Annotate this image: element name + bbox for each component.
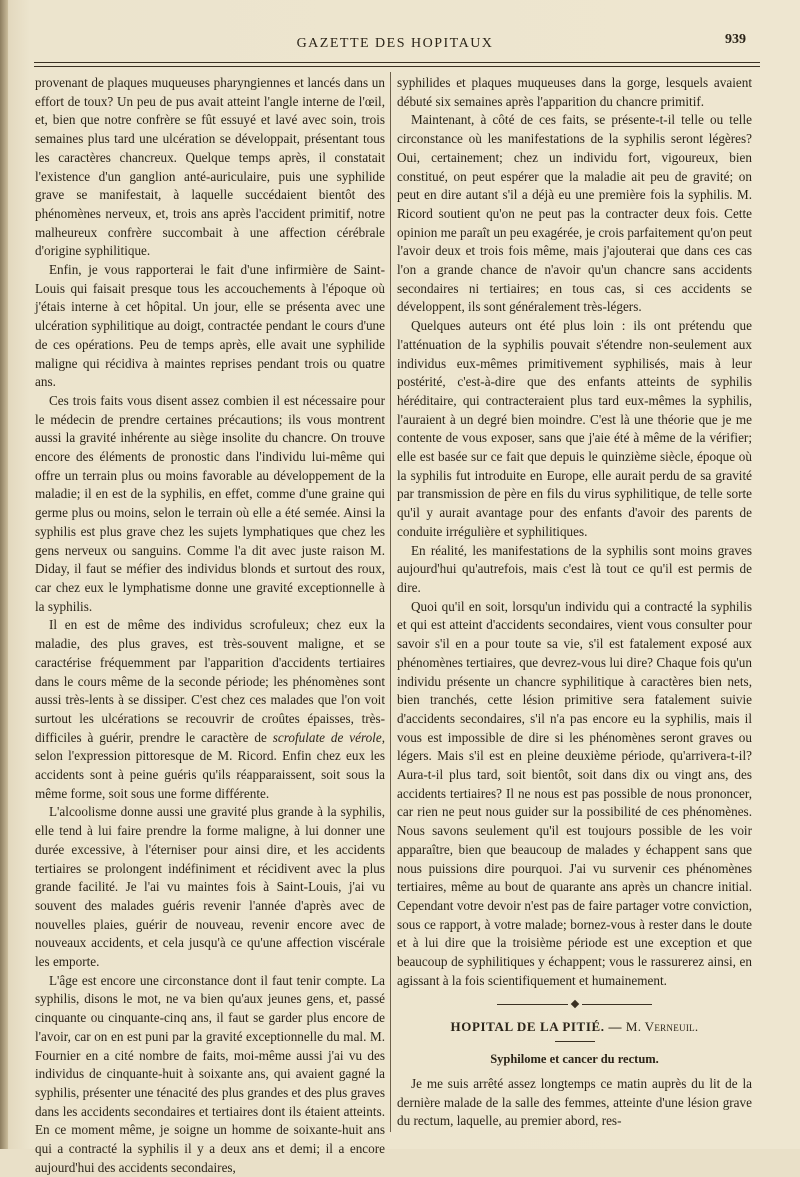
paragraph: syphilides et plaques muqueuses dans la gorge, lesquels avaient débuté six semaines après l'apparition du chancre primitif. [397, 75, 752, 109]
paragraph: Enfin, je vous rapporterai le fait d'une infirmière de Saint-Louis qui faisait presque tous les accouchements à l'époque où j'étais interne à cet hôpital. Un jour, elle se présenta avec une ulcération syphilitique au doigt, contractée pendant le cours d'une de ces opérations. Peu de temps après, elle avait une syphilide maligne qui récidiva à maintes reprises pendant trois ou quatre ans. [35, 262, 385, 390]
paragraph: Maintenant, à côté de ces faits, se présente-t-il telle ou telle circonstance où les manifestations de la syphilis seront légères? Oui, certainement; chez un individu fort, vigoureux, bien constitué, on peut espérer que la maladie ait peu de gravité; on peut en dire autant s'il a déjà eu une première fois la syphilis. M. Ricord soutient qu'on ne peut pas la contracter deux fois. Cette opinion me paraît un peu exagérée, je crois parfaitement qu'on peut l'avoir deux et trois fois même, mais j'ajouterai que dans ces cas l'on a grande chance de n'avoir qu'un chancre sans accidents secondaires ni tertiaires; en tous cas, si ces accidents se développent, ils sont généralement très-légers. [397, 112, 753, 315]
paragraph: L'âge est encore une circonstance dont il faut tenir compte. La syphilis, disons le mot, ne va bien qu'aux jeunes gens, et, passé cinquante ou cinquante-cinq ans, il faut se garder plus encore de l'avoir, car on en est puni par la gravité exceptionnelle du mal. M. Fournier en a cité nombre de faits, moi-même aussi j'ai vu des individus de cinquante-huit à soixante ans, qui avaient gagné la syphilis, présenter une ténacité des plus grandes et des plus graves dans les accidents secondaires et tertiaires dont ils étaient atteints. En ce moment même, je soigne un homme de soixante-huit ans qui a contracté la syphilis il y a deux ans et demi; il a encore aujourd'hui des accidents secondaires, [35, 972, 385, 1175]
paragraph: Ces trois faits vous disent assez combien il est nécessaire pour le médecin de prendre certaines précautions; ils vous montrent aussi la gravité inhérente au siège insolite du chancre. On trouve encore des éléments de pronostic dans l'individu lui-même qui offre un terrain plus ou moins favorable au développement de la maladie; il en est de la syphilis, en effet, comme d'une graine qui germe plus ou moins, selon le terrain où elle a été semée. Ainsi la syphilis est plus grave chez les sujets lymphatiques que chez les gens nerveux ou sanguins. Comme l'a dit avec juste raison M. Diday, il faut se méfier des individus blonds et surtout des roux, car chez eux le lymphatisme donne une gravité exceptionnelle à la syphilis. [35, 392, 385, 614]
column-divider [390, 72, 391, 1132]
paragraph: provenant de plaques muqueuses pharyngiennes et lancés dans un effort de toux? Un peu de pus avait atteint l'angle interne de l'œil, et, bien que notre confrère se fût essuyé et lavé avec soin, trois semaines plus tard une ulcération se développait, présentant tous les caractères chancreux. Quelque temps après, il constatait l'existence d'un ganglion anté-auriculaire, puis une syphilide grave se manifestait, à laquelle succédaient bientôt des phénomènes nerveux, et, trois ans après l'accident primitif, notre malheureux confrère succombait à une affection cérébrale d'origine syphilitique. [35, 75, 385, 259]
paragraph-part: , selon l'expression pittoresque de M. Ricord. Enfin chez eux les accidents sont à peine guéris qu'ils réapparaissent, soit sous la même forme, soit sous une forme différente. [35, 729, 385, 801]
separator-ornament [568, 1000, 582, 1008]
header-rule-thin [34, 66, 760, 67]
paragraph [35, 616, 385, 803]
journal-title: GAZETTE DES HOPITAUX [296, 36, 494, 51]
section-heading [397, 1018, 752, 1037]
header-rule [34, 62, 760, 63]
doctor-name: M. Verneuil. [625, 1019, 699, 1035]
paragraph: Je me suis arrêté assez longtemps ce matin auprès du lit de la dernière malade de la salle des femmes, atteinte d'une lésion grave du rectum, laquelle, au premier abord, res- [397, 1075, 752, 1129]
italic-phrase: scrofulate de vérole [272, 729, 382, 745]
short-rule [555, 1041, 595, 1042]
paragraph-part: Il en est de même des individus scrofuleux; chez eux la maladie, des plus graves, est très-souvent maligne, et se caractérise fréquemment par l'apparition d'accidents tertiaires dans le cours même de la seconde période; les phénomènes sont aussi très-lents à se dissiper. C'est chez ces malades que l'on voit surtout les ulcérations se recouvrir de croûtes épaisses, très-difficiles à guérir, prendre le caractère de [35, 617, 385, 745]
right-column [397, 74, 752, 1134]
page-number: 939 [725, 32, 746, 47]
paragraph: L'alcoolisme donne aussi une gravité plus grande à la syphilis, elle tend à lui faire prendre la forme maligne, à lui donner une durée excessive, à l'éterniser pour ainsi dire, et les accidents tertiaires se prolongent indéfiniment et récidivent avec la plus grande facilité. Je l'ai vu maintes fois à Saint-Louis, j'ai vu souvent des malades guéris revenir l'année d'après avec de nouvelles plaies, guérir de nouveau, revenir encore avec de nouveaux accidents, et cela jusqu'à ce qu'une affection viscérale les emporte. [35, 804, 385, 970]
page-header [30, 28, 760, 60]
paragraph: En réalité, les manifestations de la syphilis sont moins graves aujourd'hui qu'autrefois, mais c'est là tout ce qu'il est permis de dire. [397, 542, 752, 595]
paragraph: Quelques auteurs ont été plus loin : ils ont prétendu que l'atténuation de la syphilis pouvait s'étendre non-seulement aux individus eux-mêmes primitivement syphilisés, mais à leur postérité, c'est-à-dire que des enfants atteints de syphilis héréditaire, qui contracteraient plus tard eux-mêmes la syphilis, l'auraient à un degré bien moindre. C'est là une théorie que je me contente de vous exposer, sans que j'aie été à même de la vérifier; elle est basée sur ce fait que depuis le quinzième siècle, époque où la syphilis fut introduite en Europe, elle aurait perdu de sa gravité par transmission de père en fils du virus syphilitique, de telle sorte qu'il y aurait avantage pour des enfants d'avoir des parents de conduite irrégulière et syphilitiques. [397, 318, 752, 539]
paragraph: Quoi qu'il en soit, lorsqu'un individu qui a contracté la syphilis et qui est atteint d'accidents secondaires, vient vous consulter pour savoir s'il en a pour toute sa vie, s'il est fatalement exposé aux phénomènes tertiaires, que devrez-vous lui dire? Chaque fois qu'un individu présente un chancre syphilitique à caractères bien nets, bien tranchés, cette lésion primitive sera fatalement suivie d'accidents secondaires, s'il n'a pas encore eu la syphilis, mais il vous est impossible de dire si les phénomènes seront graves ou légers. Mais s'il est en pleine deuxième période, qu'arrivera-t-il? Aura-t-il plus tard, soit bientôt, soit dans dix ou vingt ans, des accidents tertiaires? Il ne nous est pas possible de nous prononcer, car rien ne peut nous guider sur la possibilité de ces phénomènes. Nous savons seulement qu'il est toujours possible de les voir apparaître, bien que beaucoup de malades y échappent sans que nous puissions dire pourquoi. J'ai vu survenir ces phénomènes tertiaires, même au bout de quarante ans après un chancre initial. Cependant votre devoir n'est pas de faire partager votre conviction, sous ce rapport, à votre malade; bornez-vous à rester dans le doute et à lui dire que la troisième période est une exception et que beaucoup de syphilitiques y échappent; vous le rassurerez ainsi, en agissant à la fois scientifiquement et humainement. [397, 598, 752, 988]
section-separator [397, 994, 752, 1016]
section-subtitle: Syphilome et cancer du rectum. [490, 1052, 659, 1067]
book-spine-shadow [0, 0, 8, 1149]
hospital-name: HOPITAL DE LA PITIÉ. — [450, 1019, 626, 1035]
left-column [35, 74, 385, 1175]
